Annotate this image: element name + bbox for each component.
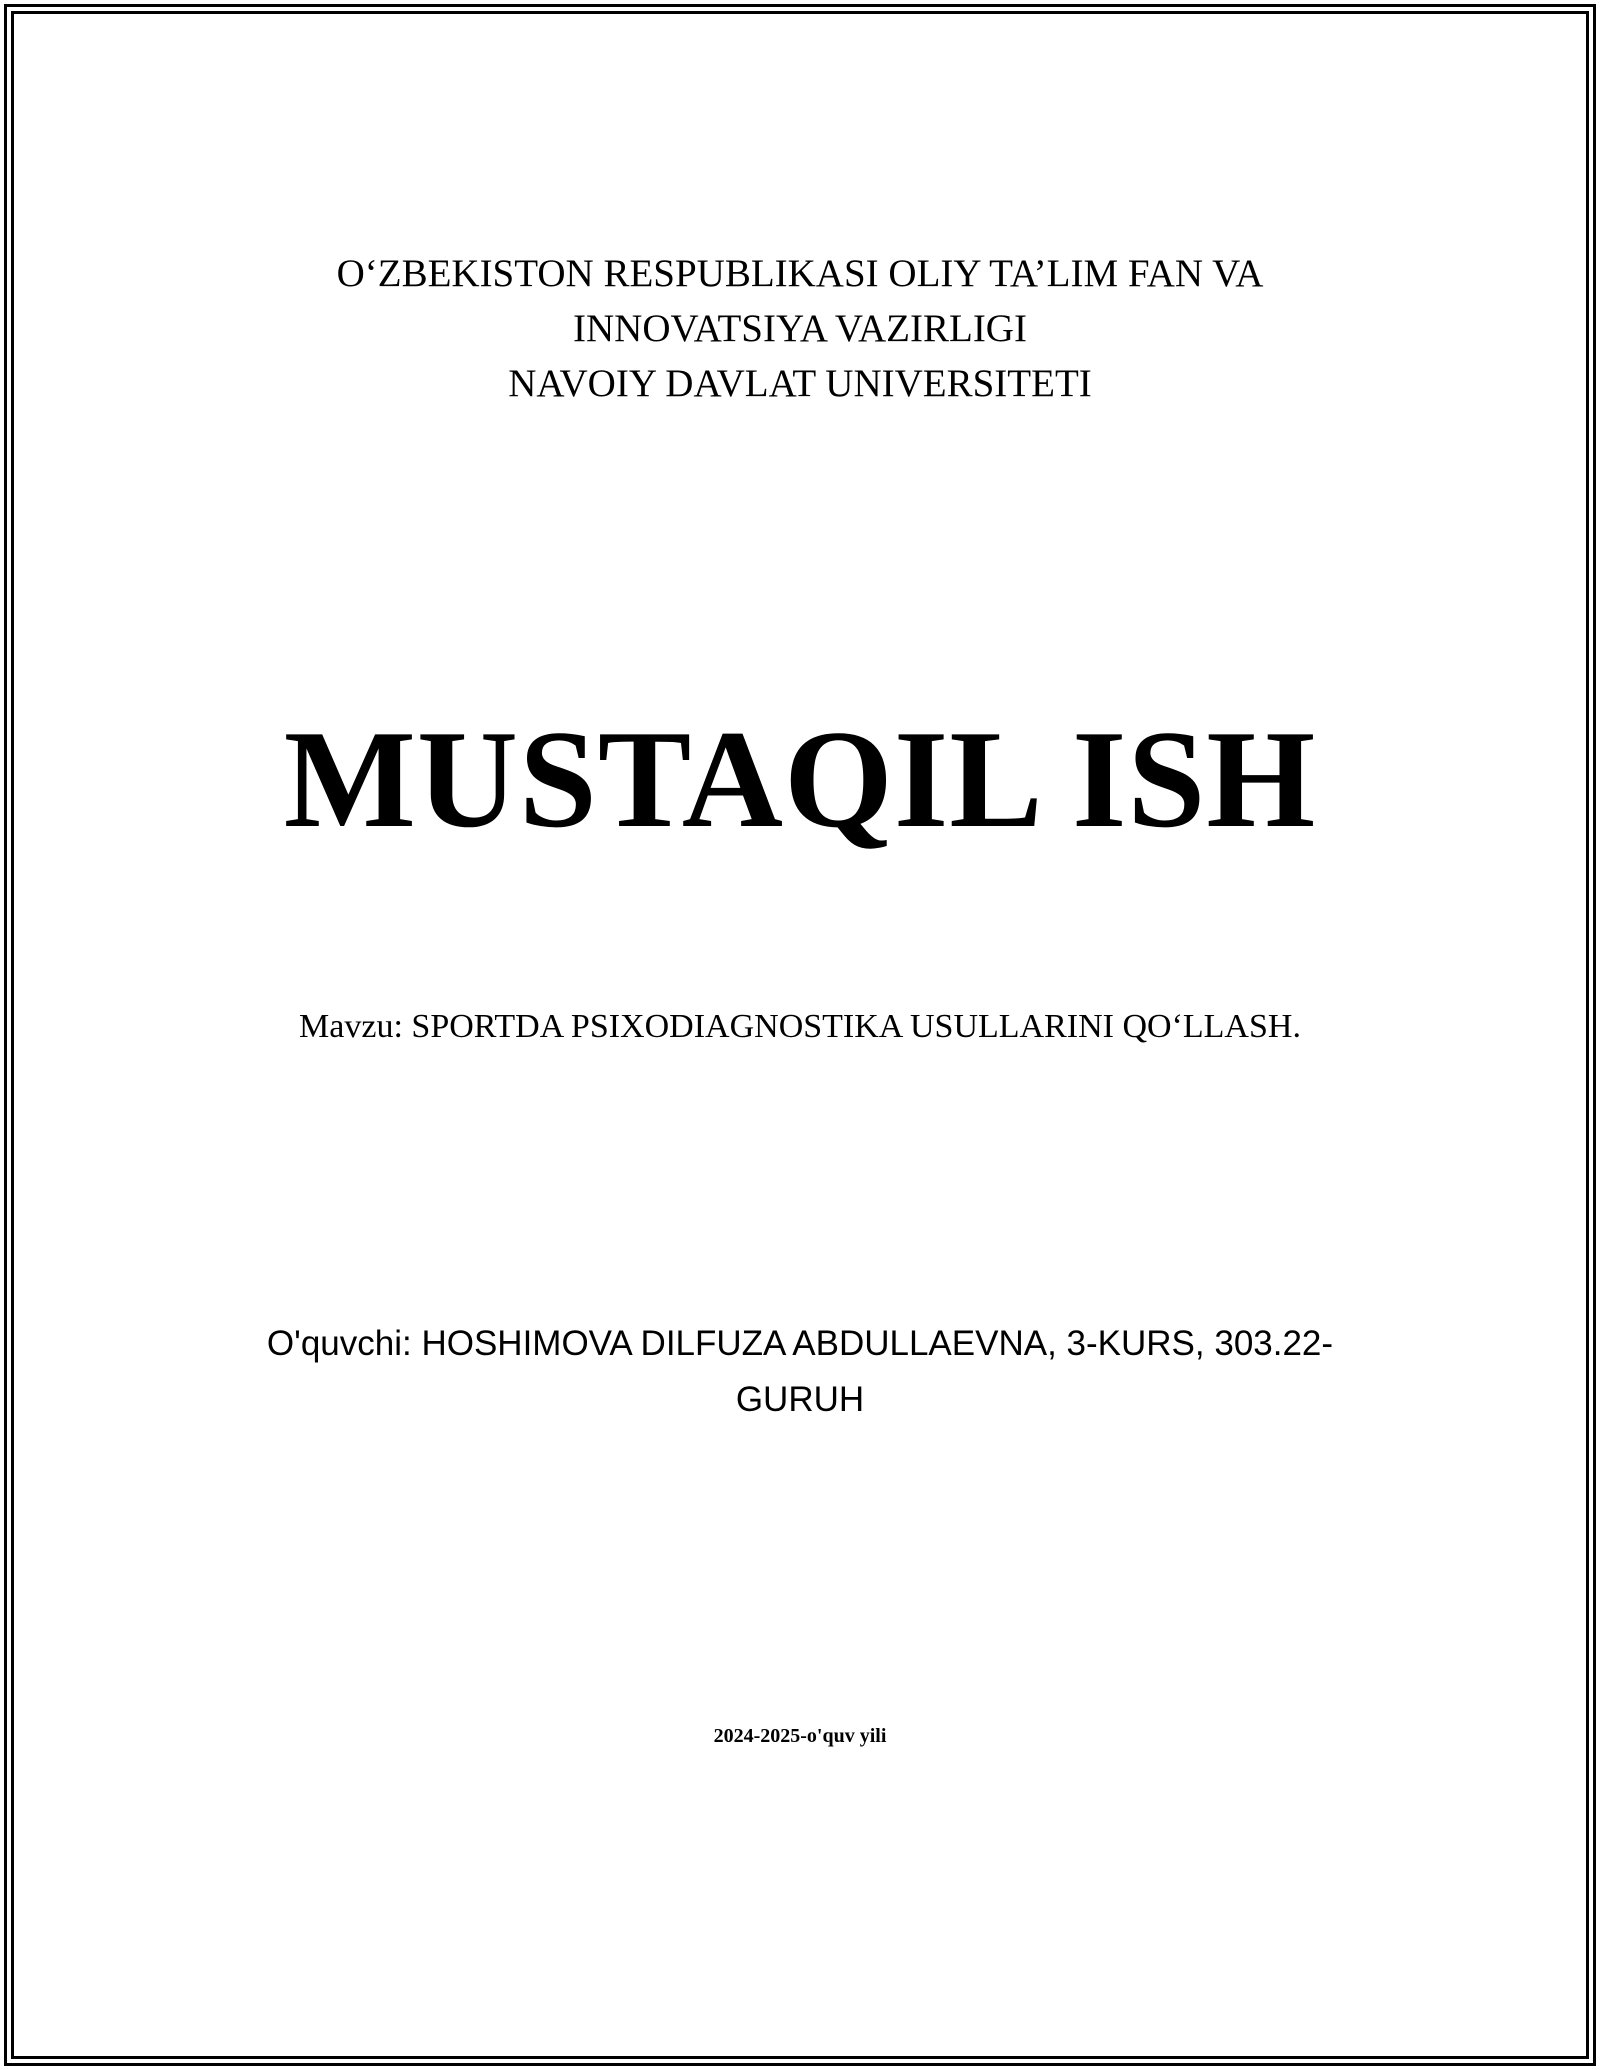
student-line-group: GURUH — [735, 1380, 865, 1419]
institution-header — [0, 246, 1600, 411]
student-info — [0, 1316, 1600, 1428]
header-line-university: NAVOIY DAVLAT UNIVERSITETI — [508, 362, 1092, 405]
topic-label: Mavzu: — [299, 1008, 403, 1045]
academic-year: 2024-2025-o'quv yili — [713, 1725, 887, 1747]
document-title: MUSTAQIL ISH — [283, 702, 1317, 857]
student-line-name: O'quvchi: HOSHIMOVA DILFUZA ABDULLAEVNA, 3-KURS, 303.22- — [266, 1324, 1334, 1363]
topic-line — [0, 1003, 1600, 1051]
topic-value: SPORTDA PSIXODIAGNOSTIKA USULLARINI QO‘LLASH. — [411, 1008, 1301, 1045]
header-line-ministry-cont: INNOVATSIYA VAZIRLIGI — [573, 307, 1027, 350]
header-line-ministry: O‘ZBEKISTON RESPUBLIKASI OLIY TA’LIM FAN VA — [336, 252, 1264, 295]
